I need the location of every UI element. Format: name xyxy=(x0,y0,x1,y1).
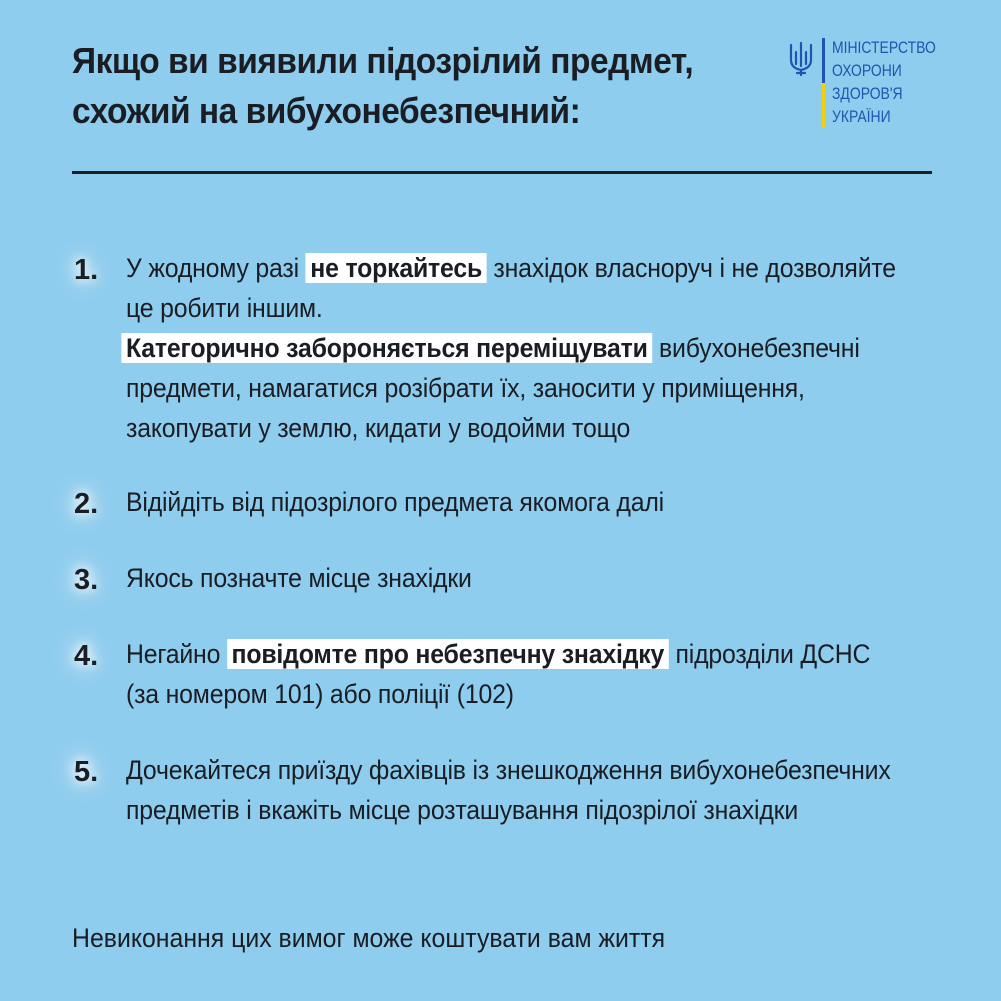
item-text: Негайно повідомте про небезпечну знахідку підрозділи ДСНС (за номером 101) або поліції (102) xyxy=(126,639,871,709)
title-line-2: схожий на вибухонебезпечний: xyxy=(72,90,581,131)
item-number: 2. xyxy=(74,488,99,520)
logo-line-3: ЗДОРОВ'Я xyxy=(832,84,903,103)
item-number: 5. xyxy=(74,756,99,788)
highlight-warning: не торкайтесь xyxy=(306,253,487,283)
item-text: У жодному разі не торкайтесь знахідок власноруч і не дозволяйте це робити іншим. Категорично забороняється переміщувати вибухонебезпечні предмети, намагатися розібрати їх, заносити у приміщення, закопувати у землю, кидати у водойми тощо xyxy=(126,248,908,448)
logo-text xyxy=(832,36,936,128)
logo-line-2: ОХОРОНИ xyxy=(832,61,902,80)
ministry-logo xyxy=(788,38,938,132)
item-number: 1. xyxy=(74,254,99,286)
trident-icon xyxy=(788,42,814,76)
highlight-report: повідомте про небезпечну знахідку xyxy=(227,639,669,669)
logo-bar-blue xyxy=(822,38,825,83)
item-text: Відійдіть від підозрілого предмета якомога далі xyxy=(126,487,664,517)
title-divider xyxy=(72,171,932,174)
logo-bar-yellow xyxy=(822,83,825,128)
title-line-1: Якщо ви виявили підозрілий предмет, xyxy=(72,40,694,81)
page-title xyxy=(72,36,723,136)
logo-line-1: МІНІСТЕРСТВО xyxy=(832,38,936,57)
logo-line-4: УКРАЇНИ xyxy=(832,107,891,126)
item-number: 4. xyxy=(74,640,99,672)
item-text: Якось позначте місце знахідки xyxy=(126,563,472,593)
footer-warning: Невиконання цих вимог може коштувати вам життя xyxy=(72,923,666,953)
item-number: 3. xyxy=(74,564,99,596)
highlight-prohibition: Категорично забороняється переміщувати xyxy=(121,333,652,363)
item-text: Дочекайтеся приїзду фахівців із знешкодження вибухонебезпечних предметів і вкажіть місце розташування підозрілої знахідки xyxy=(126,755,891,825)
